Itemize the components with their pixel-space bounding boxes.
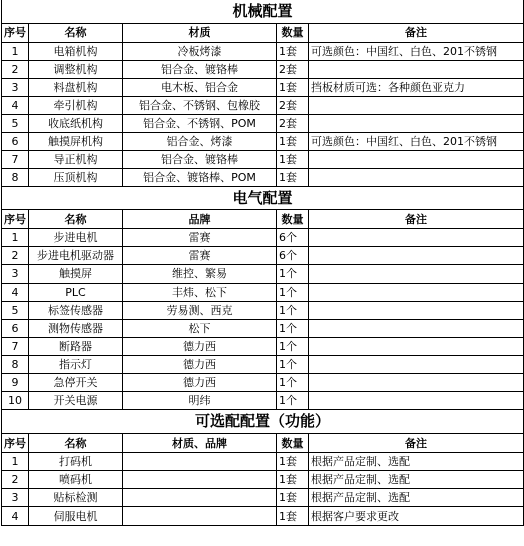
item-name: 测物传感器	[29, 319, 123, 337]
column-header: 备注	[309, 210, 524, 229]
item-name: 调整机构	[29, 60, 123, 78]
column-header: 材质	[123, 23, 277, 42]
item-name: 指示灯	[29, 355, 123, 373]
item-name: 伺服电机	[29, 507, 123, 525]
quantity: 1个	[277, 337, 309, 355]
row-index: 1	[2, 453, 29, 471]
quantity: 1套	[277, 507, 309, 525]
quantity: 2套	[277, 114, 309, 132]
column-header: 名称	[29, 23, 123, 42]
material-brand: 铝合金、镀铬棒、POM	[123, 169, 277, 187]
item-name: 开关电源	[29, 392, 123, 410]
section-title-row	[2, 410, 524, 434]
item-name: 料盘机构	[29, 78, 123, 96]
quantity: 1套	[277, 42, 309, 60]
material-brand: 电木板、铝合金	[123, 78, 277, 96]
quantity: 1套	[277, 169, 309, 187]
table-row	[2, 355, 524, 373]
material-brand: 丰炜、松下	[123, 283, 277, 301]
column-header: 数量	[277, 23, 309, 42]
column-header: 品牌	[123, 210, 277, 229]
material-brand: 德力西	[123, 374, 277, 392]
row-index: 3	[2, 78, 29, 96]
column-header: 序号	[2, 23, 29, 42]
column-header: 序号	[2, 210, 29, 229]
table-row	[2, 283, 524, 301]
quantity: 1套	[277, 489, 309, 507]
remarks	[309, 374, 524, 392]
section-title-row	[2, 187, 524, 210]
material-brand: 劳易测、西克	[123, 301, 277, 319]
remarks: 根据产品定制、选配	[309, 471, 524, 489]
column-header-row	[2, 23, 524, 42]
material-brand: 维控、繁易	[123, 265, 277, 283]
remarks	[309, 229, 524, 247]
material-brand: 铝合金、镀铬棒	[123, 151, 277, 169]
section-title: 机械配置	[2, 0, 524, 23]
row-index: 4	[2, 283, 29, 301]
section-title: 可选配配置（功能）	[2, 410, 524, 434]
remarks	[309, 60, 524, 78]
remarks	[309, 301, 524, 319]
column-header: 数量	[277, 210, 309, 229]
row-index: 3	[2, 265, 29, 283]
remarks: 可选颜色：中国红、白色、201不锈钢	[309, 132, 524, 150]
column-header: 名称	[29, 210, 123, 229]
row-index: 3	[2, 489, 29, 507]
column-header: 数量	[277, 434, 309, 453]
item-name: 压顶机构	[29, 169, 123, 187]
item-name: 触摸屏	[29, 265, 123, 283]
column-header: 备注	[309, 434, 524, 453]
table-row	[2, 114, 524, 132]
material-brand: 松下	[123, 319, 277, 337]
quantity: 6个	[277, 247, 309, 265]
material-brand: 雷赛	[123, 247, 277, 265]
row-index: 6	[2, 319, 29, 337]
row-index: 8	[2, 355, 29, 373]
quantity: 6个	[277, 229, 309, 247]
table-row	[2, 471, 524, 489]
item-name: 急停开关	[29, 374, 123, 392]
material-brand: 明纬	[123, 392, 277, 410]
row-index: 5	[2, 114, 29, 132]
item-name: 电箱机构	[29, 42, 123, 60]
remarks	[309, 392, 524, 410]
item-name: 喷码机	[29, 471, 123, 489]
row-index: 8	[2, 169, 29, 187]
section-title: 电气配置	[2, 187, 524, 210]
material-brand: 铝合金、镀铬棒	[123, 60, 277, 78]
item-name: 导正机构	[29, 151, 123, 169]
item-name: 断路器	[29, 337, 123, 355]
remarks	[309, 355, 524, 373]
item-name: PLC	[29, 283, 123, 301]
item-name: 步进电机	[29, 229, 123, 247]
table-row	[2, 301, 524, 319]
quantity: 1套	[277, 453, 309, 471]
material-brand	[123, 489, 277, 507]
section-title-row	[2, 0, 524, 23]
material-brand: 铝合金、烤漆	[123, 132, 277, 150]
row-index: 9	[2, 374, 29, 392]
remarks	[309, 265, 524, 283]
row-index: 2	[2, 60, 29, 78]
item-name: 标签传感器	[29, 301, 123, 319]
table-row	[2, 374, 524, 392]
item-name: 触摸屏机构	[29, 132, 123, 150]
table-row	[2, 151, 524, 169]
quantity: 1套	[277, 151, 309, 169]
material-brand: 雷赛	[123, 229, 277, 247]
quantity: 1套	[277, 132, 309, 150]
remarks: 根据产品定制、选配	[309, 489, 524, 507]
remarks	[309, 96, 524, 114]
table-row	[2, 42, 524, 60]
table-row	[2, 392, 524, 410]
quantity: 1套	[277, 471, 309, 489]
row-index: 2	[2, 247, 29, 265]
row-index: 7	[2, 151, 29, 169]
remarks	[309, 247, 524, 265]
table-row	[2, 169, 524, 187]
material-brand: 德力西	[123, 337, 277, 355]
row-index: 2	[2, 471, 29, 489]
quantity: 1个	[277, 319, 309, 337]
item-name: 收底纸机构	[29, 114, 123, 132]
table-row	[2, 132, 524, 150]
row-index: 5	[2, 301, 29, 319]
row-index: 4	[2, 96, 29, 114]
row-index: 1	[2, 42, 29, 60]
table-row	[2, 247, 524, 265]
config-table	[1, 0, 524, 526]
item-name: 步进电机驱动器	[29, 247, 123, 265]
item-name: 牵引机构	[29, 96, 123, 114]
material-brand: 冷板烤漆	[123, 42, 277, 60]
remarks: 挡板材质可选：各种颜色亚克力	[309, 78, 524, 96]
item-name: 打码机	[29, 453, 123, 471]
row-index: 6	[2, 132, 29, 150]
remarks	[309, 151, 524, 169]
quantity: 1个	[277, 392, 309, 410]
table-row	[2, 96, 524, 114]
column-header-row	[2, 434, 524, 453]
remarks	[309, 114, 524, 132]
row-index: 7	[2, 337, 29, 355]
table-row	[2, 78, 524, 96]
remarks: 可选颜色：中国红、白色、201不锈钢	[309, 42, 524, 60]
quantity: 1个	[277, 374, 309, 392]
remarks	[309, 337, 524, 355]
table-row	[2, 319, 524, 337]
material-brand	[123, 471, 277, 489]
material-brand: 铝合金、不锈钢、包橡胶	[123, 96, 277, 114]
quantity: 1个	[277, 265, 309, 283]
table-row	[2, 265, 524, 283]
table-row	[2, 229, 524, 247]
table-row	[2, 60, 524, 78]
row-index: 10	[2, 392, 29, 410]
column-header-row	[2, 210, 524, 229]
remarks	[309, 319, 524, 337]
quantity: 2套	[277, 60, 309, 78]
quantity: 1个	[277, 283, 309, 301]
column-header: 序号	[2, 434, 29, 453]
table-row	[2, 337, 524, 355]
table-row	[2, 453, 524, 471]
row-index: 4	[2, 507, 29, 525]
remarks: 根据产品定制、选配	[309, 453, 524, 471]
column-header: 备注	[309, 23, 524, 42]
quantity: 1个	[277, 355, 309, 373]
material-brand: 德力西	[123, 355, 277, 373]
remarks	[309, 169, 524, 187]
quantity: 2套	[277, 96, 309, 114]
material-brand	[123, 453, 277, 471]
row-index: 1	[2, 229, 29, 247]
material-brand: 铝合金、不锈钢、POM	[123, 114, 277, 132]
remarks: 根据客户要求更改	[309, 507, 524, 525]
material-brand	[123, 507, 277, 525]
table-row	[2, 489, 524, 507]
quantity: 1套	[277, 78, 309, 96]
column-header: 名称	[29, 434, 123, 453]
quantity: 1个	[277, 301, 309, 319]
item-name: 贴标检测	[29, 489, 123, 507]
column-header: 材质、品牌	[123, 434, 277, 453]
remarks	[309, 283, 524, 301]
table-row	[2, 507, 524, 525]
